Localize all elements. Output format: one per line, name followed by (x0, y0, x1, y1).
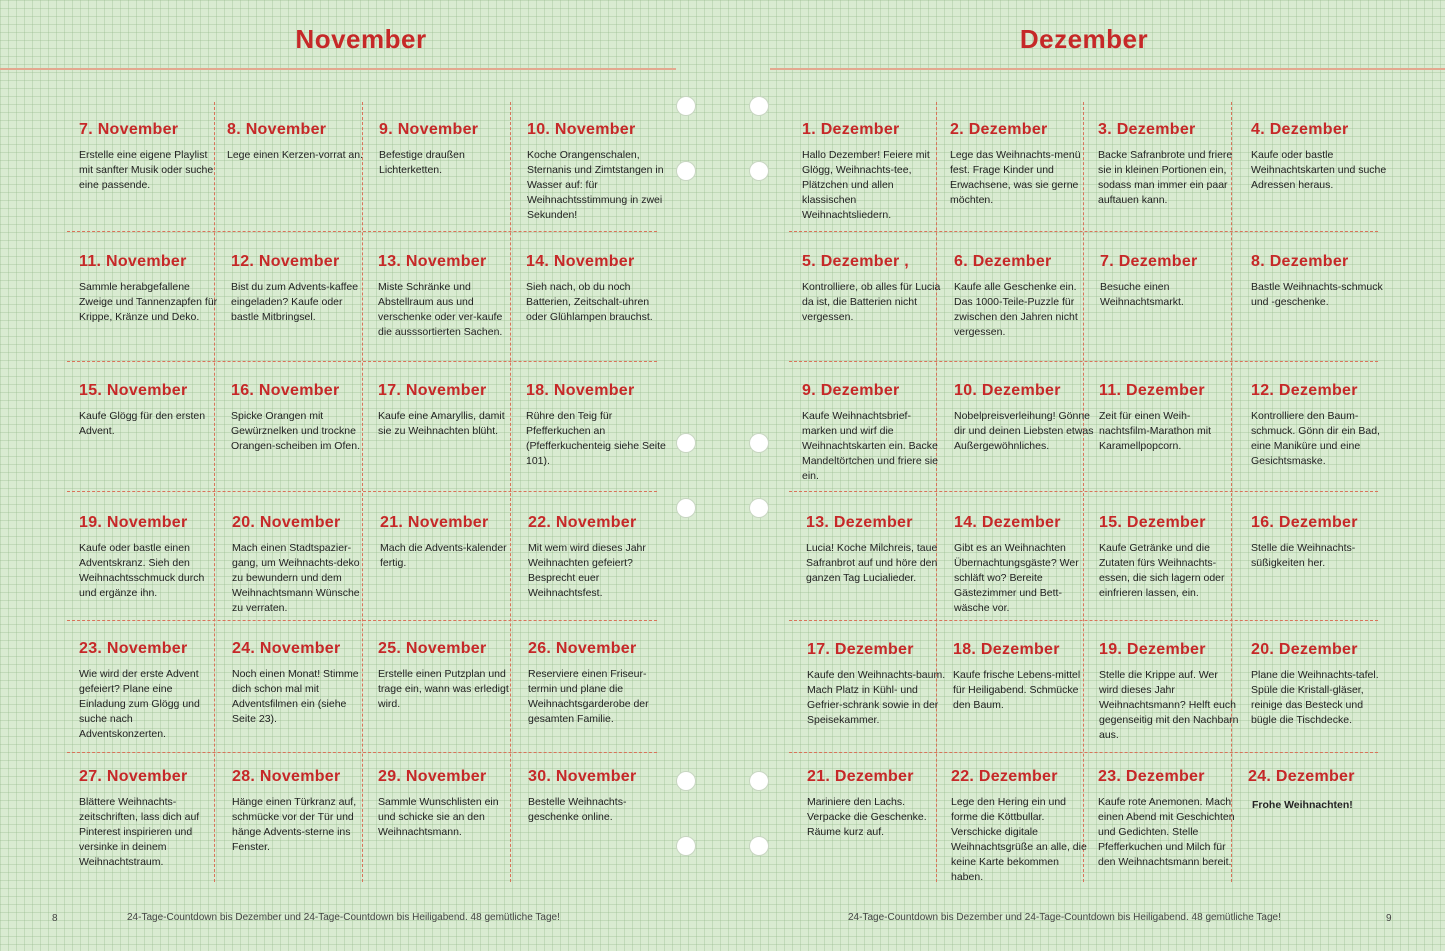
day-task: Sieh nach, ob du noch Batterien, Zeitschalt-uhren oder Glühlampen brauchst. (526, 281, 653, 323)
day-task: Spicke Orangen mit Gewürznelken und trockne Orangen-scheiben im Ofen. (231, 410, 360, 452)
day-date: 8. Dezember (1251, 253, 1349, 270)
day-cell (231, 253, 371, 325)
day-task: Erstelle eine eigene Playlist mit sanfter Musik oder suche eine passende. (79, 149, 214, 191)
day-date: 16. November (231, 382, 340, 399)
grid-column-divider (214, 102, 215, 882)
day-cell (232, 768, 372, 855)
dezember-title: Dezember (1019, 24, 1149, 54)
day-cell (1251, 641, 1391, 728)
day-task: Bastle Weihnachts-schmuck und -geschenke. (1251, 281, 1383, 308)
day-task: Zeit für einen Weih-nachtsfilm-Marathon mit Karamellpopcorn. (1099, 410, 1212, 452)
day-cell (232, 640, 372, 727)
day-date: 23. November (79, 640, 188, 657)
day-cell (802, 253, 942, 325)
binder-hole (676, 433, 696, 453)
day-task: Frohe Weihnachten! (1252, 799, 1353, 811)
day-date: 14. Dezember (954, 514, 1061, 531)
binder-hole (676, 836, 696, 856)
grid-column-divider (1231, 102, 1232, 882)
day-date: 25. November (378, 640, 487, 657)
day-date: 17. Dezember (807, 641, 914, 658)
day-cell (954, 382, 1094, 454)
day-cell (379, 121, 519, 178)
day-task: Hänge einen Türkranz auf, schmücke vor der Tür und hänge Advents-sterne ins Fenster. (232, 796, 357, 853)
day-task: Wie wird der erste Advent gefeiert? Plane eine Einladung zum Glögg und suche nach Adventskonzerten. (79, 668, 200, 740)
day-cell (232, 514, 372, 616)
day-date: 12. November (231, 253, 340, 270)
day-cell (79, 768, 219, 870)
day-date: 15. November (79, 382, 188, 399)
day-cell (802, 121, 942, 223)
day-date: 1. Dezember (802, 121, 900, 138)
day-cell (1251, 382, 1391, 469)
day-date: 29. November (378, 768, 487, 785)
day-cell (79, 382, 219, 439)
day-date: 4. Dezember (1251, 121, 1349, 138)
day-date: 12. Dezember (1251, 382, 1358, 399)
day-date: 28. November (232, 768, 341, 785)
day-date: 9. November (379, 121, 479, 138)
day-date: 26. November (528, 640, 637, 657)
right-page-number: 9 (1386, 913, 1392, 924)
day-task: Besuche einen Weihnachtsmarkt. (1100, 281, 1184, 308)
day-cell (528, 514, 668, 601)
day-cell (526, 253, 666, 325)
day-date: 7. November (79, 121, 179, 138)
day-date: 24. Dezember (1248, 768, 1355, 785)
day-date: 21. Dezember (807, 768, 914, 785)
day-cell (227, 121, 367, 163)
day-task: Plane die Weihnachts-tafel. Spüle die Kristall-gläser, reinige das Besteck und bügle die Tischdecke. (1251, 669, 1379, 726)
day-cell (1098, 768, 1238, 870)
day-task: Sammle Wunschlisten ein und schicke sie an den Weihnachtsmann. (378, 796, 499, 838)
day-date: 22. Dezember (951, 768, 1058, 785)
day-date: 24. November (232, 640, 341, 657)
left-footer: 24-Tage-Countdown bis Dezember und 24-Tage-Countdown bis Heiligabend. 48 gemütliche Tage! (127, 912, 560, 923)
day-task: Lucia! Koche Milchreis, taue Safranbrot auf und höre den ganzen Tag Lucialieder. (806, 542, 938, 584)
day-date: 6. Dezember (954, 253, 1052, 270)
day-cell (1098, 121, 1238, 208)
day-cell (231, 382, 371, 454)
day-date: 10. November (527, 121, 636, 138)
right-title-rule (770, 68, 1445, 70)
day-date: 11. Dezember (1099, 382, 1205, 399)
day-cell (79, 253, 219, 325)
day-date: 13. November (378, 253, 487, 270)
day-cell (378, 768, 518, 840)
day-task: Blättere Weihnachts-zeitschriften, lass dich auf Pinterest inspirieren und versinke in deinem Weihnachtstraum. (79, 796, 200, 868)
day-cell (378, 253, 518, 340)
day-task: Kontrolliere den Baum-schmuck. Gönn dir ein Bad, eine Maniküre und eine Gesichtsmaske. (1251, 410, 1380, 467)
binder-hole (676, 498, 696, 518)
day-cell (951, 768, 1091, 885)
day-task: Bist du zum Advents-kaffee eingeladen? Kaufe oder bastle Mitbringsel. (231, 281, 359, 323)
day-task: Rühre den Teig für Pfefferkuchen an (Pfefferkuchenteig siehe Seite 101). (526, 410, 666, 467)
day-cell (378, 382, 518, 439)
day-task: Kaufe alle Geschenke ein. Das 1000-Teile-Puzzle für zwischen den Jahren nicht vergessen. (954, 281, 1078, 338)
right-footer: 24-Tage-Countdown bis Dezember und 24-Tage-Countdown bis Heiligabend. 48 gemütliche Tage! (848, 912, 1281, 923)
day-cell (1251, 514, 1391, 571)
binder-hole (676, 96, 696, 116)
day-cell (954, 253, 1094, 340)
day-task: Mach die Advents-kalender fertig. (380, 542, 507, 569)
day-cell (526, 382, 666, 469)
left-page-number: 8 (52, 913, 58, 924)
day-date: 10. Dezember (954, 382, 1061, 399)
day-date: 18. Dezember (953, 641, 1060, 658)
day-cell (1099, 382, 1239, 454)
day-task: Kaufe Glögg für den ersten Advent. (79, 410, 206, 437)
day-cell (1251, 121, 1391, 193)
day-cell (806, 514, 946, 586)
day-task: Kaufe den Weihnachts-baum. Mach Platz in Kühl- und Gefrier-schrank sowie in der Speisekammer. (807, 669, 946, 726)
day-task: Erstelle einen Putzplan und trage ein, wann was erledigt wird. (378, 668, 509, 710)
day-date: 30. November (528, 768, 637, 785)
day-date: 8. November (227, 121, 327, 138)
day-task: Koche Orangenschalen, Sternanis und Zimtstangen in Wasser auf: für Weihnachtsstimmung in zwei Sekunden! (527, 149, 664, 221)
day-task: Kontrolliere, ob alles für Lucia da ist, die Batterien nicht vergessen. (802, 281, 941, 323)
day-task: Kaufe Getränke und die Zutaten fürs Weihnachts-essen, die sich lagern oder einfrieren lassen, ein. (1099, 542, 1225, 599)
day-task: Lege einen Kerzen-vorrat an. (227, 149, 364, 161)
day-cell (953, 641, 1093, 713)
grid-column-divider (362, 102, 363, 882)
day-date: 17. November (378, 382, 487, 399)
day-task: Mariniere den Lachs. Verpacke die Geschenke. Räume kurz auf. (807, 796, 927, 838)
day-date: 3. Dezember (1098, 121, 1196, 138)
day-cell (79, 121, 219, 193)
day-task: Noch einen Monat! Stimme dich schon mal mit Adventsfilmen ein (siehe Seite 23). (232, 668, 359, 725)
day-cell (954, 514, 1094, 616)
day-cell (1100, 253, 1240, 310)
day-task: Nobelpreisverleihung! Gönne dir und deinen Liebsten etwas Außergewöhnliches. (954, 410, 1094, 452)
day-task: Mach einen Stadtspazier-gang, um Weihnachts-deko zu bewundern und dem Weihnachtsmann Wünsche zu verraten. (232, 542, 360, 614)
day-task: Kaufe oder bastle einen Adventskranz. Sieh den Weihnachtsschmuck durch und ergänze ihn. (79, 542, 205, 599)
day-task: Bestelle Weihnachts-geschenke online. (528, 796, 627, 823)
day-cell (1248, 768, 1388, 813)
day-date: 15. Dezember (1099, 514, 1206, 531)
day-cell (1251, 253, 1391, 310)
day-cell (1099, 641, 1239, 743)
november-title: November (295, 24, 427, 54)
grid-column-divider (1083, 102, 1084, 882)
day-task: Backe Safranbrote und friere sie in kleinen Portionen ein, sodass man immer ein paar auftauen kann. (1098, 149, 1233, 206)
left-title-rule (0, 68, 676, 70)
day-date: 21. November (380, 514, 489, 531)
day-task: Lege den Hering ein und forme die Köttbullar. Verschicke digitale Weihnachtsgrüße an alle, die keine Karte bekommen haben. (951, 796, 1087, 883)
binder-hole (749, 771, 769, 791)
day-task: Kaufe frische Lebens-mittel für Heiligabend. Schmücke den Baum. (953, 669, 1081, 711)
day-date: 9. Dezember (802, 382, 900, 399)
day-cell (79, 640, 219, 742)
day-cell (807, 768, 947, 840)
grid-column-divider (510, 102, 511, 882)
day-date: 13. Dezember (806, 514, 913, 531)
day-task: Kaufe eine Amaryllis, damit sie zu Weihnachten blüht. (378, 410, 505, 437)
day-task: Stelle die Weihnachts-süßigkeiten her. (1251, 542, 1356, 569)
binder-hole (749, 836, 769, 856)
day-task: Gibt es an Weihnachten Übernachtungsgäste? Wer schläft wo? Bereite Gästezimmer und Bett-wäsche vor. (954, 542, 1079, 614)
binder-hole (676, 771, 696, 791)
day-cell (380, 514, 520, 571)
day-date: 27. November (79, 768, 188, 785)
day-task: Sammle herabgefallene Zweige und Tannenzapfen für Krippe, Kränze und Deko. (79, 281, 218, 323)
day-date: 23. Dezember (1098, 768, 1205, 785)
day-date: 5. Dezember , (802, 253, 910, 270)
binder-hole (676, 161, 696, 181)
day-cell (807, 641, 947, 728)
day-date: 14. November (526, 253, 635, 270)
day-date: 19. Dezember (1099, 641, 1206, 658)
day-cell (802, 382, 942, 484)
day-task: Reserviere einen Friseur-termin und plane die Weihnachtsgarderobe der gesamten Familie. (528, 668, 649, 725)
binder-hole (749, 498, 769, 518)
day-date: 19. November (79, 514, 188, 531)
day-task: Kaufe Weihnachtsbrief-marken und wirf die Weihnachtskarten ein. Backe Mandeltörtchen und friere sie ein. (802, 410, 938, 482)
day-date: 18. November (526, 382, 635, 399)
day-date: 22. November (528, 514, 637, 531)
binder-hole (749, 96, 769, 116)
day-cell (527, 121, 667, 223)
day-cell (950, 121, 1090, 208)
day-task: Kaufe rote Anemonen. Mach einen Abend mit Geschichten und Gedichten. Stelle Pfefferkuchen und Milch für den Weihnachtsmann bereit. (1098, 796, 1235, 868)
day-task: Kaufe oder bastle Weihnachtskarten und suche Adressen heraus. (1251, 149, 1387, 191)
day-task: Befestige draußen Lichterketten. (379, 149, 465, 176)
day-cell (528, 640, 668, 727)
day-date: 20. Dezember (1251, 641, 1358, 658)
day-cell (1099, 514, 1239, 601)
day-task: Hallo Dezember! Feiere mit Glögg, Weihnachts-tee, Plätzchen und allen klassischen Weihnachtsliedern. (802, 149, 930, 221)
day-date: 20. November (232, 514, 341, 531)
day-date: 16. Dezember (1251, 514, 1358, 531)
day-cell (528, 768, 668, 825)
day-cell (378, 640, 518, 712)
day-task: Mit wem wird dieses Jahr Weihnachten gefeiert? Besprecht euer Weihnachtsfest. (528, 542, 646, 599)
day-date: 2. Dezember (950, 121, 1048, 138)
day-cell (79, 514, 219, 601)
binder-hole (749, 433, 769, 453)
day-date: 7. Dezember (1100, 253, 1198, 270)
day-task: Lege das Weihnachts-menü fest. Frage Kinder und Erwachsene, was sie gerne möchten. (950, 149, 1081, 206)
day-task: Miste Schränke und Abstellraum aus und verschenke oder ver-kaufe die ausssortierten Sachen. (378, 281, 503, 338)
binder-hole (749, 161, 769, 181)
day-task: Stelle die Krippe auf. Wer wird dieses Jahr Weihnachtsmann? Helft euch gegenseitig mit den Nachbarn aus. (1099, 669, 1239, 741)
day-date: 11. November (79, 253, 187, 270)
